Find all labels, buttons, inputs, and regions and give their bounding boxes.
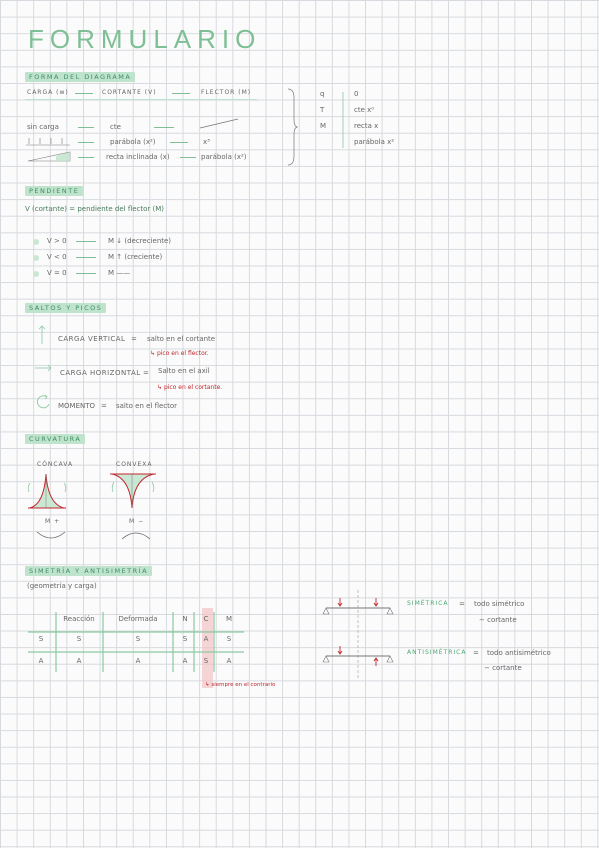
jump-note: ↳ pico en el flector.	[150, 350, 209, 357]
equals-sign: =	[131, 335, 137, 343]
arrow-line	[154, 127, 174, 128]
side-label-t: T	[320, 106, 325, 114]
equals-sign: =	[459, 600, 465, 608]
side-label-q: q	[320, 90, 325, 98]
slope-result: M ——	[108, 269, 131, 277]
table-cell: S	[135, 635, 141, 643]
inclined-line-icon	[200, 118, 240, 130]
table-cell: S	[38, 635, 44, 643]
arrow-line	[76, 273, 96, 274]
equals-sign: =	[143, 369, 149, 377]
arrow-line	[170, 142, 188, 143]
row-cortante: recta inclinada (x)	[106, 153, 170, 161]
table-header: C	[203, 615, 209, 623]
table-cell: S	[203, 657, 209, 665]
distributed-load-icon	[26, 136, 72, 146]
sym-desc: todo simétrico	[474, 600, 525, 608]
frown-curve-icon	[121, 530, 151, 540]
convex-label: CONVEXA	[116, 461, 153, 468]
row-cortante: cte	[110, 123, 121, 131]
row-carga: sin carga	[27, 123, 59, 131]
side-value: recta x	[354, 122, 379, 130]
table-cell: A	[38, 657, 44, 665]
jump-note-text: pico en el flector.	[156, 350, 209, 357]
row-flector: parábola (x²)	[201, 153, 247, 161]
arrow-line	[78, 142, 94, 143]
section-header-slope: PENDIENTE	[25, 186, 83, 196]
section-header-jumps: SALTOS Y PICOS	[25, 303, 106, 313]
sym-label: SIMÉTRICA	[407, 600, 449, 607]
row-cortante: parábola (x²)	[110, 138, 156, 146]
anti-desc: todo antisimétrico	[487, 649, 551, 657]
vertical-load-arrow-icon	[38, 325, 46, 345]
table-header: N	[182, 615, 188, 623]
slope-rule: V (cortante) = pendiente del flector (M)	[25, 205, 165, 213]
anti-sub: − cortante	[484, 664, 522, 672]
table-cell: S	[76, 635, 82, 643]
jump-eq: salto en el cortante	[147, 335, 216, 343]
symmetry-subtitle: (geometría y carga)	[27, 582, 97, 590]
arrow-line	[78, 157, 94, 158]
slope-result: M ↓ (decreciente)	[108, 237, 172, 245]
slope-result: M ↑ (creciente)	[108, 253, 163, 261]
horizontal-load-arrow-icon	[34, 364, 52, 372]
table-cell: A	[203, 635, 209, 643]
bullet-dot	[33, 239, 39, 245]
row-flector: x³	[203, 138, 210, 146]
moment-arrow-icon	[36, 394, 52, 410]
anti-label: ANTISIMÉTRICA	[407, 649, 467, 656]
jump-note: ↳ pico en el cortante.	[157, 384, 223, 391]
side-value: cte x⁰	[354, 106, 375, 114]
jump-note-text: pico en el cortante.	[163, 384, 223, 391]
side-label-m: M	[320, 122, 327, 130]
table-cell: A	[182, 657, 188, 665]
arrow-line	[180, 157, 196, 158]
table-cell: A	[76, 657, 82, 665]
concave-diagram-icon	[26, 470, 68, 512]
page-title: FORMULARIO	[28, 24, 262, 54]
beam-diagrams-icon	[320, 590, 400, 680]
arrow-line	[76, 257, 96, 258]
table-cell: A	[226, 657, 232, 665]
jump-label: MOMENTO	[58, 402, 96, 410]
table-cell: A	[135, 657, 141, 665]
col-cortante: CORTANTE (V)	[102, 89, 157, 96]
slope-cond: V < 0	[47, 253, 67, 261]
slope-cond: V = 0	[47, 269, 67, 277]
table-header: Deformada	[118, 615, 158, 623]
sym-sub: − cortante	[479, 616, 517, 624]
arrow-line	[76, 241, 96, 242]
slope-cond: V > 0	[47, 237, 67, 245]
triangular-load-icon	[26, 150, 72, 162]
section-header-diagram: FORMA DEL DIAGRAMA	[25, 72, 135, 82]
table-note-text: siempre en el contrario	[211, 682, 276, 688]
jump-label: CARGA HORIZONTAL	[60, 369, 141, 377]
equals-sign: =	[101, 402, 107, 410]
arrow-line	[75, 93, 93, 94]
table-header: M	[225, 615, 233, 623]
arrow-line	[78, 127, 94, 128]
section-header-symmetry: SIMETRÍA Y ANTISIMETRÍA	[25, 566, 152, 576]
bullet-dot	[33, 271, 39, 277]
section-header-curvature: CURVATURA	[25, 434, 85, 444]
col-carga: CARGA (w)	[27, 89, 69, 96]
smile-curve-icon	[36, 530, 66, 540]
concave-label: CÓNCAVA	[37, 461, 74, 468]
side-value: 0	[354, 90, 359, 98]
convex-diagram-icon	[108, 470, 160, 512]
vertical-arrow-line	[340, 92, 346, 150]
col-flector: FLECTOR (M)	[201, 89, 252, 96]
jump-label: CARGA VERTICAL	[58, 335, 126, 343]
table-cell: S	[182, 635, 188, 643]
jump-eq: salto en el flector	[116, 402, 178, 410]
arrow-line	[172, 93, 190, 94]
table-cell: S	[226, 635, 232, 643]
table-note: ↳ siempre en el contrario	[205, 682, 276, 688]
side-value: parábola x²	[354, 138, 395, 146]
m-minus-label: M −	[129, 518, 145, 525]
bullet-dot	[33, 255, 39, 261]
table-header: Reacción	[63, 615, 95, 623]
m-plus-label: M +	[45, 518, 61, 525]
underline	[25, 99, 257, 100]
equals-sign: =	[473, 649, 479, 657]
brace-icon	[286, 88, 298, 166]
jump-eq: Salto en el axil	[158, 367, 210, 375]
